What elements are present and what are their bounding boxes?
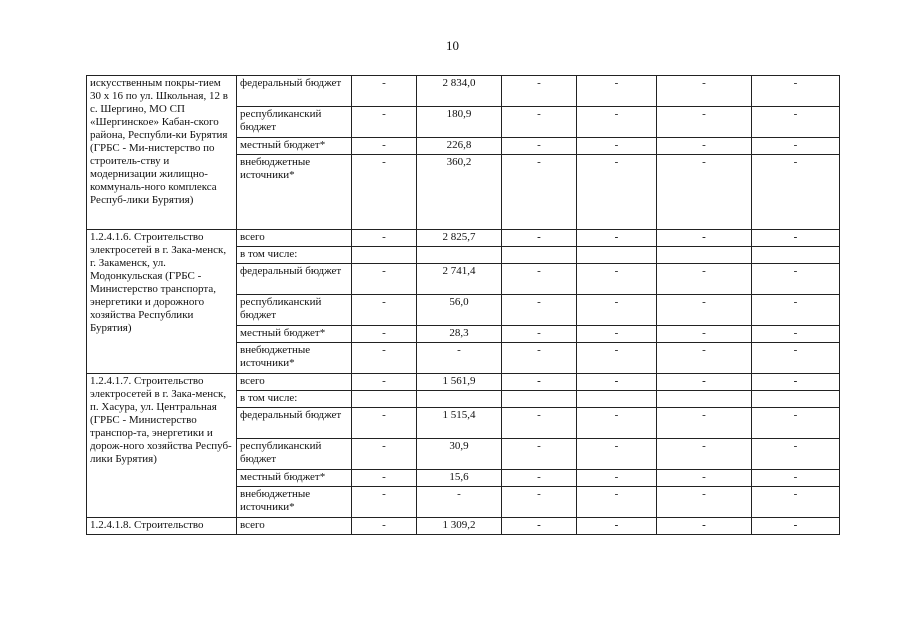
amount-cell-v3: - [502, 518, 577, 535]
measure-name-cell: 1.2.4.1.6. Строительство электросетей в г. Зака-менск, г. Закаменск, ул. Модонкульская (ГРБС - Министерство транспорта, энергетики и дорожного хозяйства Республики Бурятия) [87, 230, 237, 374]
amount-cell-v5: - [657, 470, 752, 487]
amount-cell-v2: 28,3 [417, 326, 502, 343]
amount-cell-v5: - [657, 439, 752, 470]
amount-cell-v4: - [577, 326, 657, 343]
amount-cell-v1 [352, 391, 417, 408]
amount-cell-v1 [352, 247, 417, 264]
amount-cell-v5: - [657, 264, 752, 295]
amount-cell-v3: - [502, 439, 577, 470]
amount-cell-v2: - [417, 343, 502, 374]
table-row [87, 518, 840, 535]
amount-cell-v6: - [752, 439, 840, 470]
amount-cell-v4: - [577, 518, 657, 535]
amount-cell-v4: - [577, 155, 657, 230]
funding-source-cell: местный бюджет* [237, 326, 352, 343]
amount-cell-v5: - [657, 76, 752, 107]
amount-cell-v6 [752, 247, 840, 264]
amount-cell-v3: - [502, 343, 577, 374]
amount-cell-v5 [657, 391, 752, 408]
amount-cell-v1: - [352, 518, 417, 535]
amount-cell-v2: 15,6 [417, 470, 502, 487]
funding-source-cell: федеральный бюджет [237, 76, 352, 107]
funding-source-cell: всего [237, 230, 352, 247]
amount-cell-v6: - [752, 107, 840, 138]
amount-cell-v4: - [577, 343, 657, 374]
amount-cell-v6 [752, 391, 840, 408]
amount-cell-v5: - [657, 343, 752, 374]
amount-cell-v3: - [502, 374, 577, 391]
amount-cell-v2: 56,0 [417, 295, 502, 326]
amount-cell-v3 [502, 391, 577, 408]
amount-cell-v6: - [752, 155, 840, 230]
amount-cell-v5: - [657, 295, 752, 326]
amount-cell-v1: - [352, 76, 417, 107]
amount-cell-v1: - [352, 408, 417, 439]
amount-cell-v2: 2 825,7 [417, 230, 502, 247]
amount-cell-v6: - [752, 295, 840, 326]
funding-source-cell: республиканский бюджет [237, 439, 352, 470]
amount-cell-v6: - [752, 264, 840, 295]
amount-cell-v3: - [502, 408, 577, 439]
amount-cell-v3: - [502, 326, 577, 343]
funding-source-cell: федеральный бюджет [237, 264, 352, 295]
table-row [87, 374, 840, 391]
funding-source-cell: внебюджетные источники* [237, 487, 352, 518]
amount-cell-v4: - [577, 295, 657, 326]
amount-cell-v2: 180,9 [417, 107, 502, 138]
amount-cell-v1: - [352, 107, 417, 138]
amount-cell-v5: - [657, 374, 752, 391]
funding-source-cell: всего [237, 374, 352, 391]
page-number: 10 [446, 38, 459, 53]
amount-cell-v1: - [352, 374, 417, 391]
funding-source-cell: местный бюджет* [237, 470, 352, 487]
amount-cell-v5: - [657, 487, 752, 518]
amount-cell-v4 [577, 391, 657, 408]
amount-cell-v6: - [752, 518, 840, 535]
measure-name-cell: искусственным покры-тием 30 х 16 по ул. Школьная, 12 в с. Шергино, МО СП «Шергинское» Кабан-ского района, Республи-ки Бурятия (ГРБС - Ми-нистерство по строитель-ству и модернизации жилищно-коммуналь-ного комплекса Респуб-лики Бурятия) [87, 76, 237, 230]
amount-cell-v5: - [657, 138, 752, 155]
amount-cell-v2: 226,8 [417, 138, 502, 155]
amount-cell-v5: - [657, 408, 752, 439]
amount-cell-v6: - [752, 138, 840, 155]
budget-table [86, 75, 840, 535]
amount-cell-v6: - [752, 470, 840, 487]
amount-cell-v4: - [577, 138, 657, 155]
amount-cell-v3: - [502, 487, 577, 518]
amount-cell-v1: - [352, 264, 417, 295]
table-row [87, 76, 840, 107]
amount-cell-v4: - [577, 470, 657, 487]
amount-cell-v2 [417, 391, 502, 408]
amount-cell-v3 [502, 247, 577, 264]
amount-cell-v5: - [657, 107, 752, 138]
amount-cell-v1: - [352, 155, 417, 230]
amount-cell-v3: - [502, 230, 577, 247]
amount-cell-v6: - [752, 408, 840, 439]
amount-cell-v5: - [657, 326, 752, 343]
measure-name-cell: 1.2.4.1.8. Строительство [87, 518, 237, 535]
amount-cell-v1: - [352, 487, 417, 518]
amount-cell-v2: 1 515,4 [417, 408, 502, 439]
amount-cell-v4: - [577, 408, 657, 439]
amount-cell-v5: - [657, 518, 752, 535]
amount-cell-v3: - [502, 155, 577, 230]
amount-cell-v2: - [417, 487, 502, 518]
amount-cell-v6: - [752, 374, 840, 391]
amount-cell-v2 [417, 247, 502, 264]
amount-cell-v1: - [352, 230, 417, 247]
amount-cell-v2: 360,2 [417, 155, 502, 230]
amount-cell-v3: - [502, 264, 577, 295]
funding-source-cell: республиканский бюджет [237, 295, 352, 326]
amount-cell-v4: - [577, 264, 657, 295]
measure-name-cell: 1.2.4.1.7. Строительство электросетей в г. Зака-менск, п. Хасура, ул. Центральная (ГРБС - Министерство транспор-та, энергетики и дорож-ного хозяйства Респуб-лики Бурятия) [87, 374, 237, 518]
funding-source-cell: республиканский бюджет [237, 107, 352, 138]
amount-cell-v1: - [352, 295, 417, 326]
amount-cell-v4: - [577, 107, 657, 138]
amount-cell-v3: - [502, 107, 577, 138]
amount-cell-v3: - [502, 470, 577, 487]
amount-cell-v4 [577, 247, 657, 264]
table-row [87, 230, 840, 247]
funding-source-cell: внебюджетные источники* [237, 155, 352, 230]
amount-cell-v4: - [577, 439, 657, 470]
funding-source-cell: в том числе: [237, 247, 352, 264]
amount-cell-v6: - [752, 343, 840, 374]
amount-cell-v1: - [352, 138, 417, 155]
amount-cell-v4: - [577, 230, 657, 247]
amount-cell-v6: - [752, 326, 840, 343]
amount-cell-v1: - [352, 326, 417, 343]
amount-cell-v3: - [502, 76, 577, 107]
funding-source-cell: в том числе: [237, 391, 352, 408]
amount-cell-v6: - [752, 230, 840, 247]
amount-cell-v1: - [352, 439, 417, 470]
funding-source-cell: местный бюджет* [237, 138, 352, 155]
funding-source-cell: федеральный бюджет [237, 408, 352, 439]
funding-source-cell: внебюджетные источники* [237, 343, 352, 374]
amount-cell-v5 [657, 247, 752, 264]
amount-cell-v3: - [502, 295, 577, 326]
amount-cell-v2: 1 561,9 [417, 374, 502, 391]
amount-cell-v6: - [752, 76, 840, 107]
amount-cell-v4: - [577, 374, 657, 391]
amount-cell-v2: 1 309,2 [417, 518, 502, 535]
amount-cell-v1: - [352, 470, 417, 487]
amount-cell-v4: - [577, 76, 657, 107]
amount-cell-v2: 2 741,4 [417, 264, 502, 295]
amount-cell-v2: 30,9 [417, 439, 502, 470]
amount-cell-v5: - [657, 155, 752, 230]
amount-cell-v5: - [657, 230, 752, 247]
funding-source-cell: всего [237, 518, 352, 535]
amount-cell-v4: - [577, 487, 657, 518]
amount-cell-v2: 2 834,0 [417, 76, 502, 107]
amount-cell-v3: - [502, 138, 577, 155]
amount-cell-v1: - [352, 343, 417, 374]
amount-cell-v6: - [752, 487, 840, 518]
